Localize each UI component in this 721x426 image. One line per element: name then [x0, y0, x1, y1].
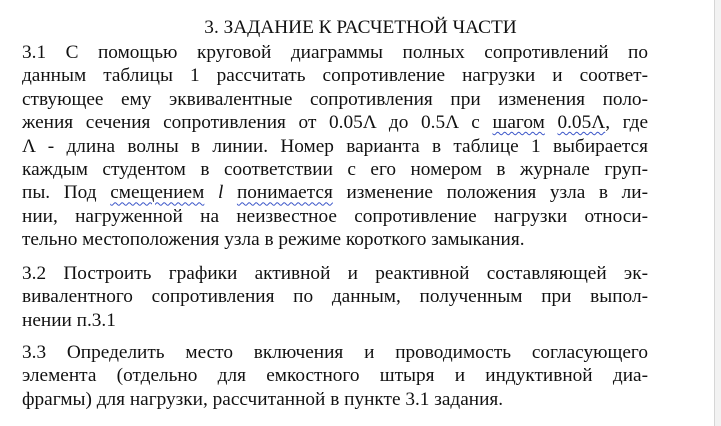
paragraph-line: 3.3 Определить место включения и проводимость согласующего — [22, 342, 648, 363]
spellcheck-word: шагом — [492, 112, 545, 134]
paragraph-line: 3.1 С помощью круговой диаграммы полных сопротивлений по — [22, 42, 648, 63]
paragraph-line: ствующее ему эквивалентные сопротивления при изменения поло- — [22, 88, 648, 110]
line-text — [223, 182, 237, 203]
paragraph-line: вивалентного сопротивления по данным, полученным при выпол- — [22, 286, 648, 308]
line-text — [204, 182, 218, 203]
line-text: изменение положения узла в ли- — [332, 182, 648, 204]
spellcheck-word: понимается — [236, 182, 333, 204]
paragraph-line: фрагмы) для нагрузки, рассчитанной в пункте 3.1 задания. — [22, 388, 504, 410]
spellcheck-word: смещением — [110, 182, 205, 204]
line-text — [545, 112, 558, 133]
paragraph-line: тельно местоположения узла в режиме короткого замыкания. — [22, 229, 525, 251]
paragraph-line: каждым студентом в соответствии с его номером в журнале груп- — [22, 159, 648, 180]
paragraph-line: Λ - длина волны в линии. Номер варианта в таблице 1 выбирается — [22, 135, 648, 157]
paragraph-line — [22, 111, 648, 134]
section-title: 3. ЗАДАНИЕ К РАСЧЕТНОЙ ЧАСТИ — [204, 17, 517, 38]
spellcheck-word: 0.05Λ — [557, 112, 606, 134]
paragraph-line: данным таблицы 1 рассчитать сопротивление нагрузки и соответ- — [22, 65, 648, 87]
line-text: пы. Под — [22, 182, 111, 204]
paragraph-line: элемента (отдельно для емкостного штыря и индуктивной диа- — [22, 365, 648, 387]
paragraph-line: нении п.3.1 — [22, 309, 116, 331]
variable-l: l — [217, 182, 224, 204]
paragraph-line: нии, нагруженной на неизвестное сопротивление нагрузки относи- — [22, 205, 648, 227]
line-text: жения сечения сопротивления от 0.05Λ до 0.5Λ с — [22, 112, 493, 134]
paragraph-line — [22, 181, 648, 204]
page-edge — [714, 0, 721, 426]
paragraph-line: 3.2 Построить графики активной и реактивной составляющей эк- — [22, 263, 648, 284]
line-text: , где — [605, 112, 648, 134]
